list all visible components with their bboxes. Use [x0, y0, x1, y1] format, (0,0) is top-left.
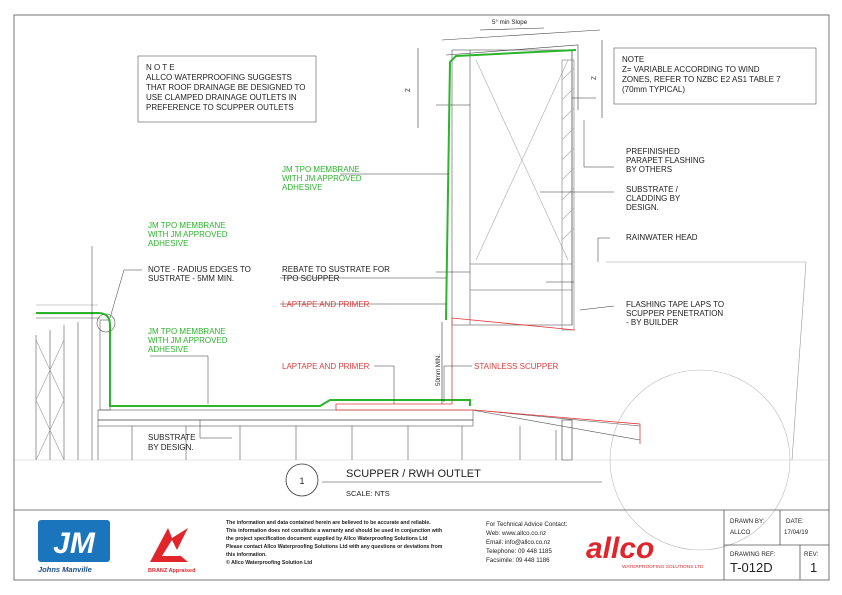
note-box-left [138, 56, 316, 122]
note-right-heading: NOTE [622, 55, 645, 64]
z-left-text: Z [405, 88, 412, 92]
drawn-by-value: ALLCO [730, 529, 751, 536]
substrate-left-label: SUBSTRATE [148, 433, 196, 442]
contact-line: Telephone: 09 448 1185 [486, 548, 552, 555]
disclaimer-line: this information. [226, 552, 267, 558]
contact-line[interactable]: Web: www.allco.co.nz [486, 530, 547, 537]
radius-label: SUSTRATE - 5MM MIN. [148, 274, 235, 283]
jm-upper-label: WITH JM APPROVED [282, 174, 362, 183]
jm-left-label: ADHESIVE [148, 239, 189, 248]
date-value: 17/04/19 [784, 529, 809, 536]
drawn-by-label: DRAWN BY: [730, 518, 765, 525]
stainless-scupper-line [336, 318, 640, 444]
rev-value: 1 [810, 560, 818, 575]
dimension-lines [418, 28, 602, 404]
radius-label: NOTE - RADIUS EDGES TO [148, 265, 251, 274]
sheet-border [14, 15, 829, 580]
rev-label: REV: [804, 551, 819, 558]
slope-text: 5° min Slope [492, 19, 528, 26]
tpo-membrane-line [36, 50, 576, 406]
z-right-text: Z [591, 76, 598, 80]
jm-logo [38, 520, 110, 574]
laptape-upper-label: LAPTAPE AND PRIMER [282, 300, 370, 309]
contact-line: Facsimile: 09 448 1186 [486, 557, 550, 564]
jm-upper-label: JM TPO MEMBRANE [282, 165, 360, 174]
note-left-heading: N O T E [146, 63, 175, 72]
parapet-label: PARAPET FLASHING [626, 156, 705, 165]
flashing-tape-label: SCUPPER PENETRATION [626, 309, 724, 318]
disclaimer-line: the project specification document supplied by Allco Waterproofing Solutions Ltd [226, 536, 428, 542]
branz-logo [148, 528, 195, 574]
flashing-tape-label: FLASHING TAPE LAPS TO [626, 300, 725, 309]
contact-line: For Technical Advice Contact: [486, 521, 568, 528]
note-right-line: Z= VARIABLE ACCORDING TO WIND [622, 65, 760, 74]
rainwater-label: RAINWATER HEAD [626, 233, 698, 242]
drawing-ref-label: DRAWING REF: [730, 551, 776, 558]
note-left-line: ALLCO WATERPROOFING SUGGESTS [146, 73, 292, 82]
note-left-line: USE CLAMPED DRAINAGE OUTLETS IN [146, 93, 297, 102]
substrate-right-label: SUBSTRATE / [626, 185, 678, 194]
jm-lower-label: JM TPO MEMBRANE [148, 327, 226, 336]
note-right-line: (70mm TYPICAL) [622, 85, 685, 94]
detail-number: 1 [299, 476, 305, 486]
note-left-line: PREFERENCE TO SCUPPER OUTLETS [146, 103, 294, 112]
allco-logo [586, 532, 704, 570]
flashing-tape-label: - BY BUILDER [626, 318, 679, 327]
jm-left-label: JM TPO MEMBRANE [148, 221, 226, 230]
jm-lower-label: WITH JM APPROVED [148, 336, 228, 345]
note-left-line: THAT ROOF DRAINAGE BE DESIGNED TO [146, 83, 306, 92]
jm-logo-text: JM [53, 527, 95, 560]
min-dim-text: 50mm MIN. [435, 354, 442, 386]
rebate-label: TPO SCUPPER [282, 274, 340, 283]
note-box-right [614, 48, 816, 104]
parapet-label: PREFINISHED [626, 147, 680, 156]
jm-lower-label: ADHESIVE [148, 345, 189, 354]
drawing-ref-value: T-012D [730, 560, 773, 575]
contact-line[interactable]: Email: info@allco.co.nz [486, 539, 551, 546]
title-block [14, 510, 829, 580]
jm-name-text: Johns Manville [38, 565, 92, 574]
detail-name: SCUPPER / RWH OUTLET [346, 468, 481, 480]
date-label: DATE: [786, 518, 804, 525]
branz-text: BRANZ Appraised [148, 568, 196, 574]
detail-scale: SCALE: NTS [346, 489, 390, 498]
allco-tagline: WATERPROOFING SOLUTIONS LTD [622, 565, 704, 570]
substrate-left-label: BY DESIGN. [148, 443, 194, 452]
laptape-lower-label: LAPTAPE AND PRIMER [282, 362, 370, 371]
disclaimer-line: © Allco Waterproofing Solution Ltd [226, 560, 313, 566]
parapet-label: BY OTHERS [626, 165, 673, 174]
stainless-label: STAINLESS SCUPPER [474, 362, 559, 371]
disclaimer-line: Please contact Allco Waterproofing Solutions Ltd with any questions or deviations from [226, 544, 443, 550]
substrate-right-label: DESIGN. [626, 203, 659, 212]
rebate-label: REBATE TO SUSTRATE FOR [282, 265, 390, 274]
disclaimer-line: The information and data contained herein are believed to be accurate and reliable. [226, 520, 431, 526]
disclaimer-line: This information does not constitute a warranty and should be used in conjunction with [226, 528, 443, 534]
note-right-line: ZONES, REFER TO NZBC E2 AS1 TABLE 7 [622, 75, 781, 84]
detail-title [286, 464, 602, 498]
substrate-right-label: CLADDING BY [626, 194, 681, 203]
jm-left-label: WITH JM APPROVED [148, 230, 228, 239]
allco-logo-text: allco [586, 532, 655, 565]
jm-upper-label: ADHESIVE [282, 183, 323, 192]
